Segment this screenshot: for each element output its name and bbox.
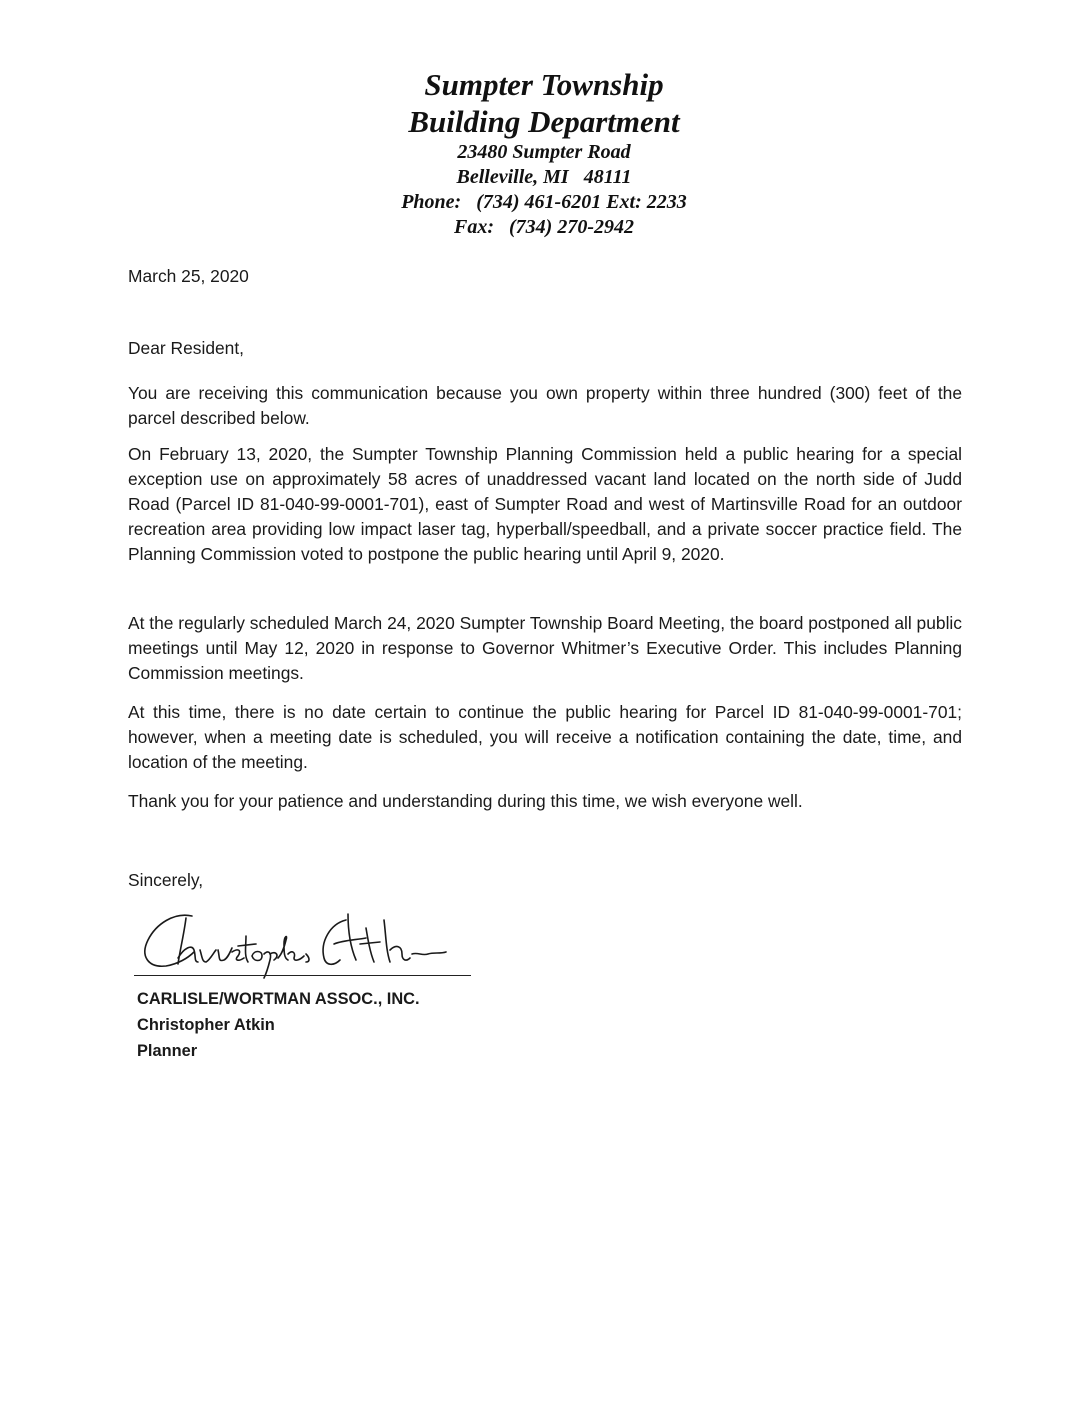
signatory-title: Planner (137, 1042, 198, 1060)
letter-paragraph-1: You are receiving this communication because you own property within three hundred (300) feet of the parcel described below. (128, 383, 962, 428)
handwritten-signature (134, 900, 474, 980)
letterhead-department-name: Building Department (408, 104, 680, 139)
letterhead-city: Belleville, MI 48111 (456, 166, 632, 188)
letter-closing: Sincerely, (128, 870, 204, 890)
letter-paragraph-3: At the regularly scheduled March 24, 2020 Sumpter Township Board Meeting, the board postponed all public meetings until May 12, 2020 in response to Governor Whitmer’s Executive Order. This includes Planning Commission meetings. (128, 613, 962, 683)
letter-paragraph-5: Thank you for your patience and understanding during this time, we wish everyone well. (128, 791, 803, 811)
letter-salutation: Dear Resident, (128, 338, 244, 358)
signatory-company: CARLISLE/WORTMAN ASSOC., INC. (137, 990, 420, 1008)
letterhead-township-name: Sumpter Township (424, 67, 664, 102)
letter-paragraph-4: At this time, there is no date certain to continue the public hearing for Parcel ID 81-040-99-0001-701; however, when a meeting date is scheduled, you will receive a notification containing the date, time, and location of the meeting. (128, 702, 962, 772)
letterhead-fax: Fax: (734) 270-2942 (454, 216, 634, 238)
signature-block (137, 986, 420, 1064)
letterhead-address: 23480 Sumpter Road (457, 141, 631, 163)
letterhead (0, 66, 1088, 240)
signature-line (134, 975, 471, 976)
letter-date: March 25, 2020 (128, 266, 249, 286)
letterhead-phone: Phone: (734) 461-6201 Ext: 2233 (401, 191, 687, 213)
letter-paragraph-2: On February 13, 2020, the Sumpter Township Planning Commission held a public hearing for a special exception use on approximately 58 acres of unaddressed vacant land located on the north side of Judd Road (Parcel ID 81-040-99-0001-701), east of Sumpter Road and west of Martinsville Road for an outdoor recreation area providing low impact laser tag, hyperball/speedball, and a private soccer practice field. The Planning Commission voted to postpone the public hearing until April 9, 2020. (128, 444, 962, 564)
signatory-name: Christopher Atkin (137, 1016, 275, 1034)
